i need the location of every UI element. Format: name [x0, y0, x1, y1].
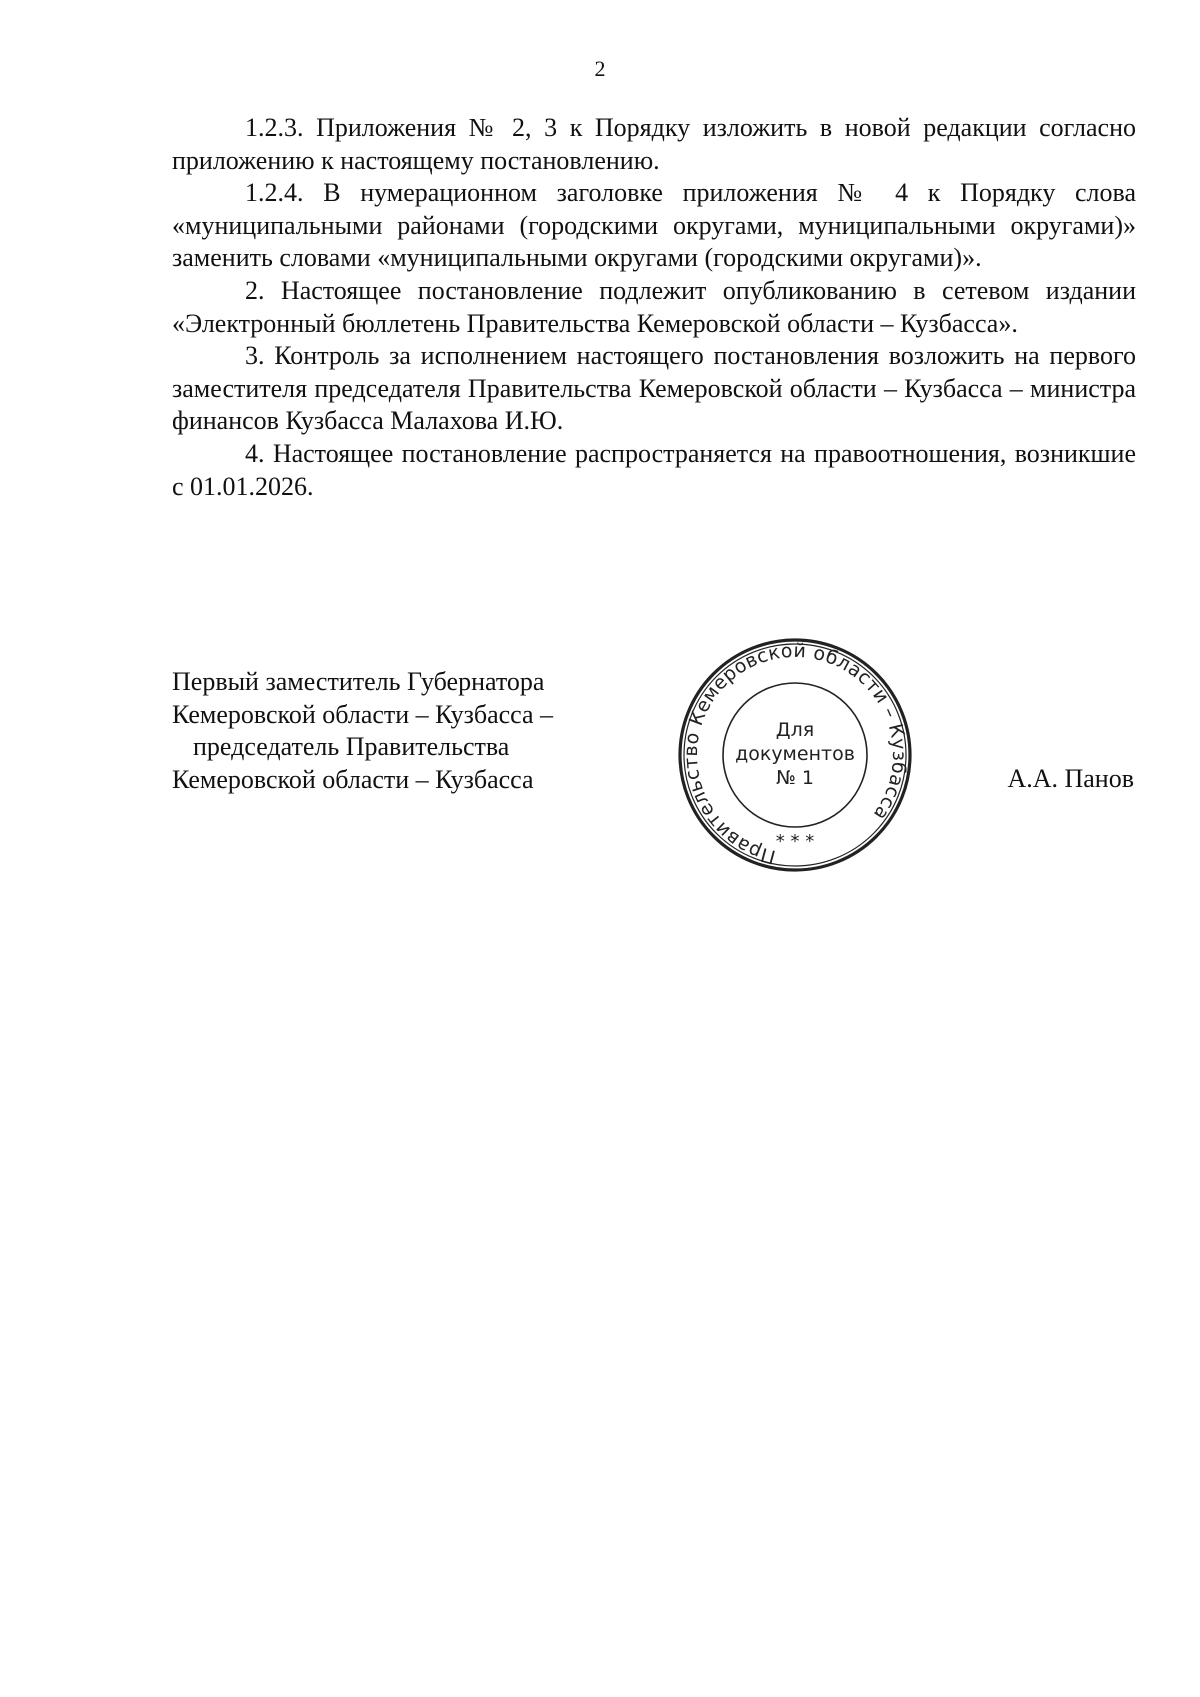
stamp-ring-text: Правительство Кемеровской области – Кузбасса: [679, 639, 911, 868]
stamp-center-line-3: № 1: [776, 767, 814, 789]
paragraph-1-2-3: 1.2.3. Приложения № 2, 3 к Порядку изложить в новой редакции согласно приложению к настоящему постановлению.: [172, 113, 1136, 175]
official-stamp: [676, 636, 914, 874]
signature-title-line-1: Первый заместитель Губернатора: [172, 667, 545, 696]
stamp-stars: * * *: [775, 831, 815, 852]
document-body: [172, 112, 1136, 503]
paragraph-2: 2. Настоящее постановление подлежит опубликованию в сетевом издании «Электронный бюллетень Правительства Кемеровской области – Кузбасса».: [172, 275, 1136, 338]
signature-title-line-2: Кемеровской области – Кузбасса –: [172, 699, 554, 729]
signature-title-line-3: председатель Правительства: [193, 732, 510, 761]
signature-title-line-4: Кемеровской области – Кузбасса: [172, 764, 534, 794]
signer-name: А.А. Панов: [1007, 764, 1134, 793]
paragraph-4: 4. Настоящее постановление распространяется на правоотношения, возникшие с 01.01.2026.: [172, 438, 1136, 501]
paragraph-3: 3. Контроль за исполнением настоящего постановления возложить на первого заместителя председателя Правительства Кемеровской области – Кузбасса – министра финансов Кузбасса Малахова И.Ю.: [172, 341, 1136, 436]
stamp-center-line-2: документов: [735, 743, 855, 765]
page-number: 2: [594, 56, 606, 81]
signature-title: [172, 666, 553, 796]
paragraph-1-2-4: 1.2.4. В нумерационном заголовке приложения № 4 к Порядку слова «муниципальными районами (городскими округами, муниципальными округами)» заменить словами «муниципальными округами (городскими округами)».: [172, 178, 1136, 273]
stamp-center-line-1: Для: [775, 719, 815, 741]
